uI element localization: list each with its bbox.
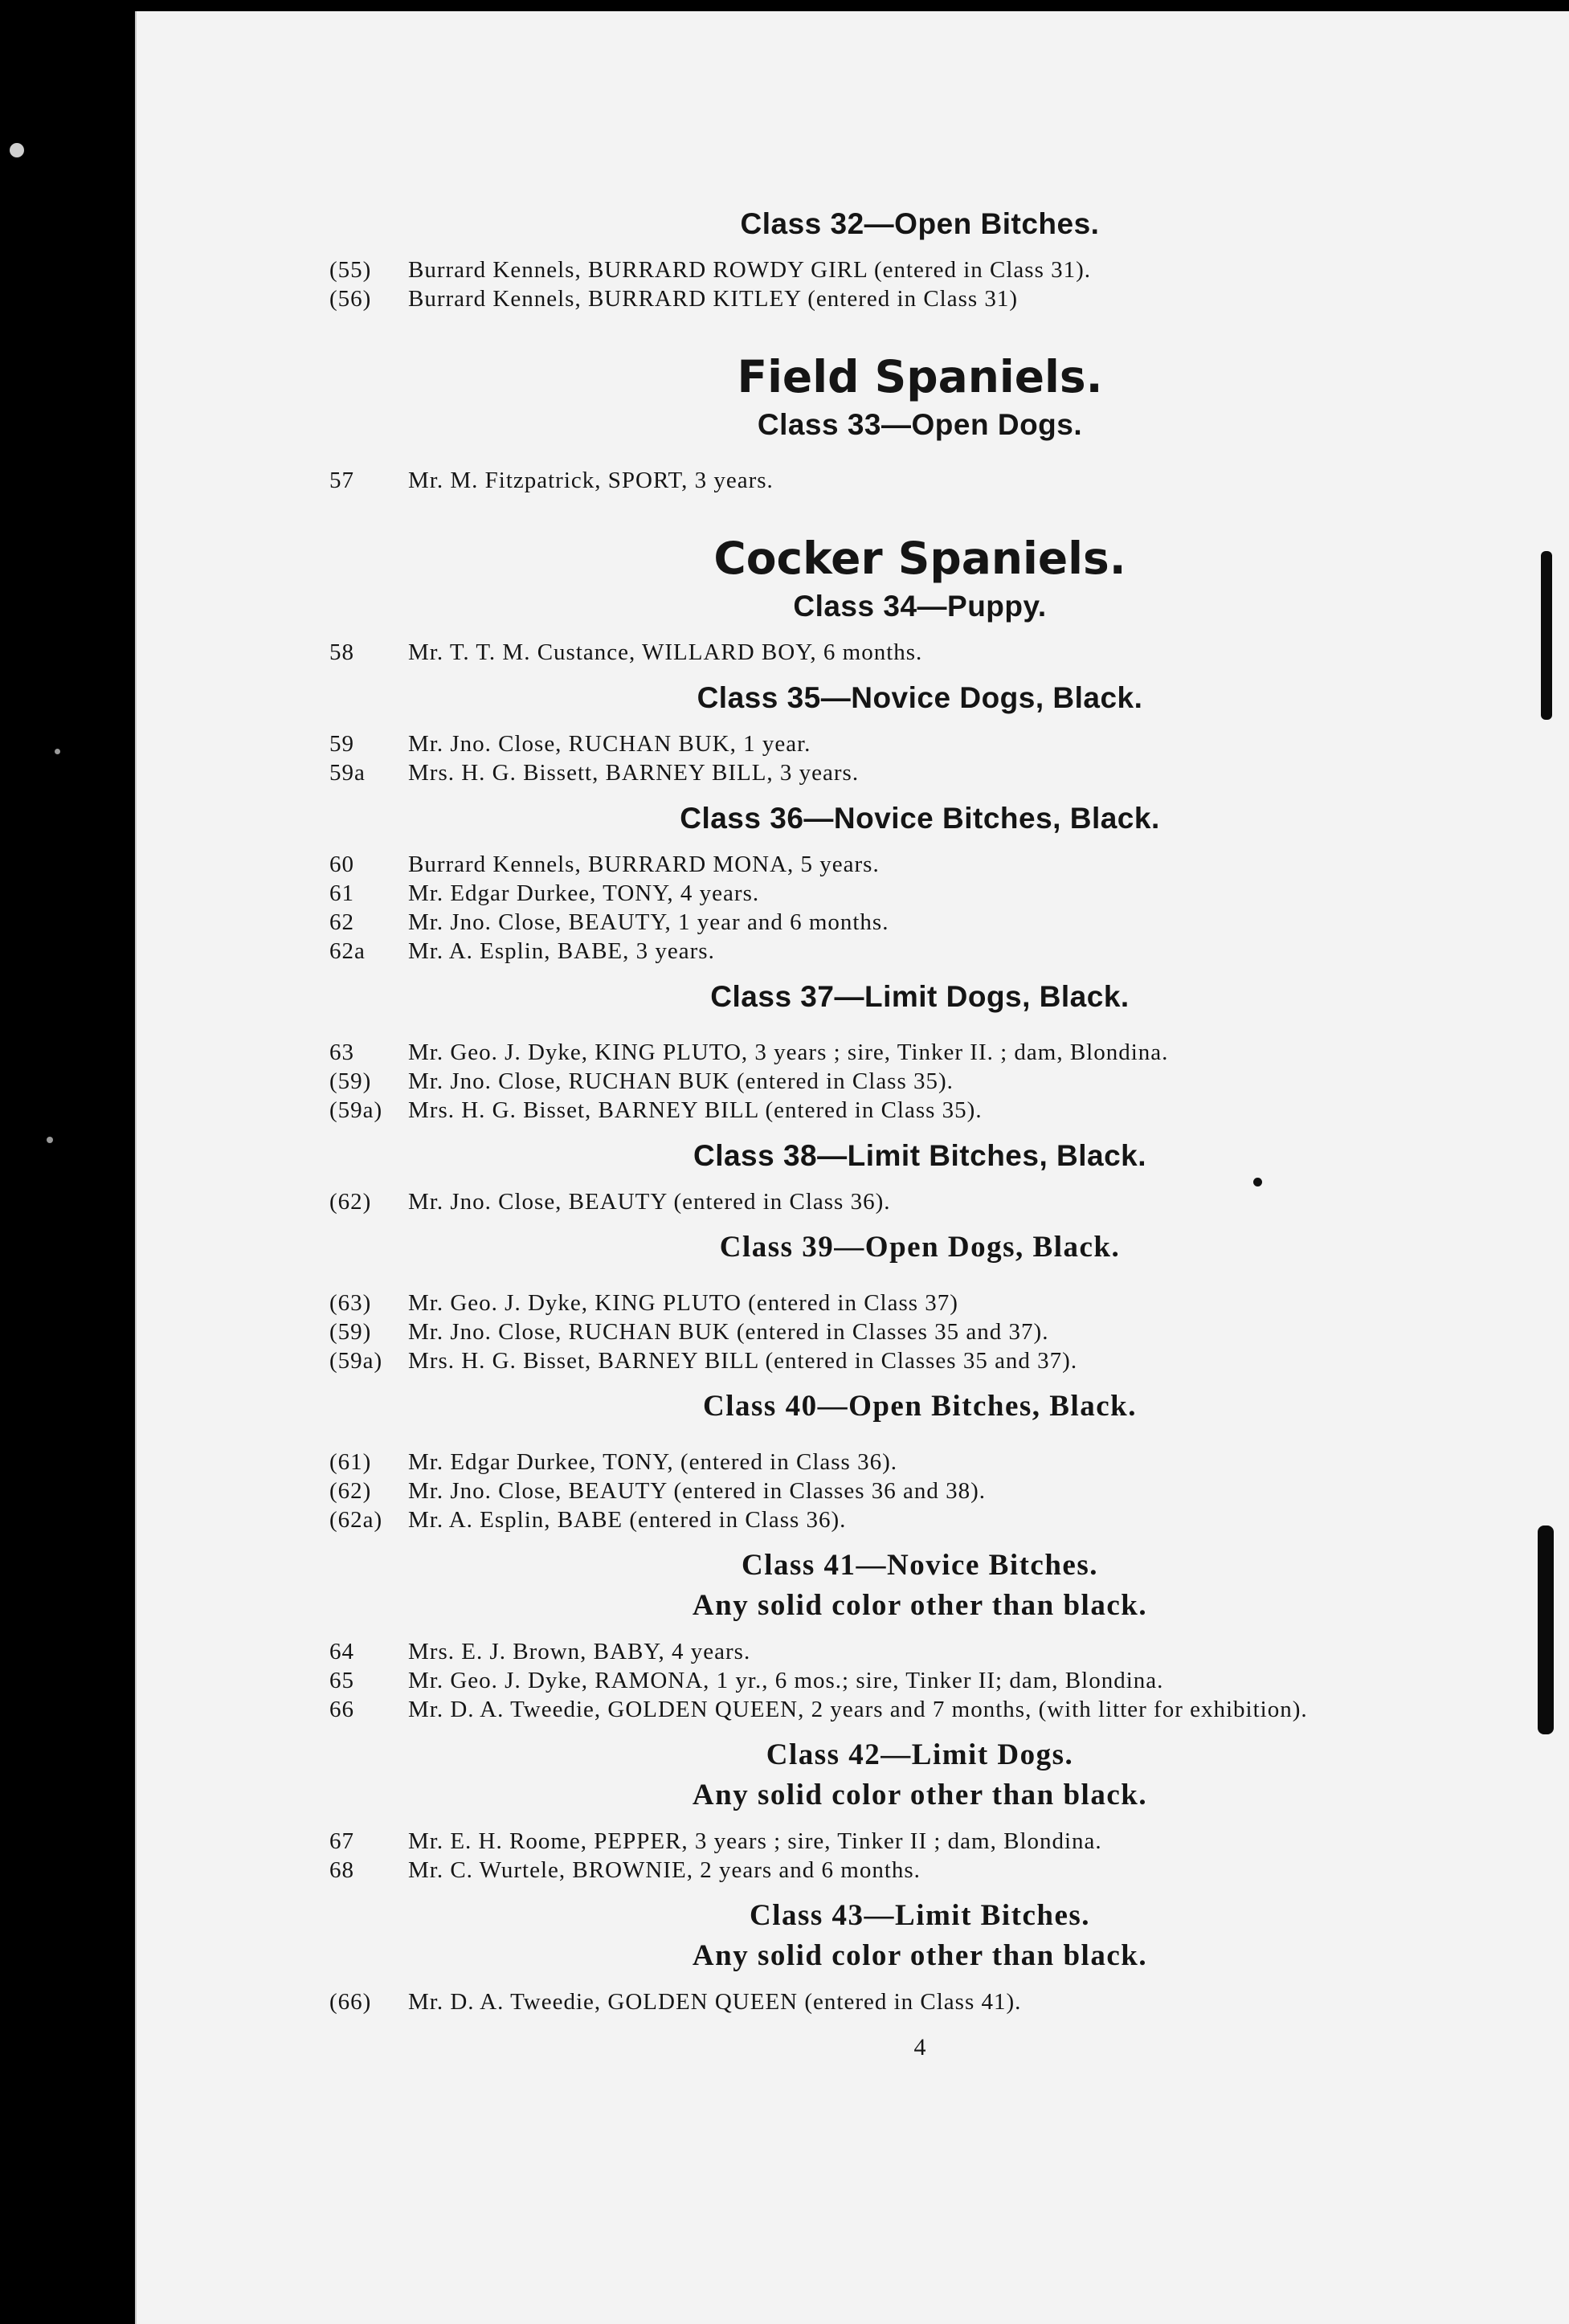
class-41-heading: Class 41—Novice Bitches. bbox=[742, 1549, 1098, 1582]
class-43-subheading: Any solid color other than black. bbox=[692, 1939, 1148, 1972]
entry-number: (61) bbox=[329, 1449, 372, 1475]
entry-text: Mr. Geo. J. Dyke, RAMONA, 1 yr., 6 mos.; sire, Tinker II; dam, Blondina. bbox=[408, 1668, 1164, 1693]
entry-62 bbox=[329, 908, 1510, 937]
entry-text: Mr. A. Esplin, BABE (entered in Class 36). bbox=[408, 1507, 847, 1533]
entry-number: 62a bbox=[329, 938, 366, 964]
class-42-subheading: Any solid color other than black. bbox=[692, 1779, 1148, 1811]
entry-57 bbox=[329, 466, 1510, 495]
entry-text: Mr. Jno. Close, BEAUTY (entered in Class 36). bbox=[408, 1189, 891, 1215]
page-number: 4 bbox=[913, 2034, 926, 2061]
entry-number: (63) bbox=[329, 1290, 372, 1316]
entry-text: Mr. T. T. M. Custance, WILLARD BOY, 6 months. bbox=[408, 639, 923, 665]
class-39-heading: Class 39—Open Dogs, Black. bbox=[719, 1231, 1121, 1264]
entry-text: Mr. Jno. Close, BEAUTY (entered in Classes 36 and 38). bbox=[408, 1478, 987, 1504]
entry-64 bbox=[329, 1637, 1510, 1666]
entry-55 bbox=[329, 255, 1510, 284]
class-43-heading: Class 43—Limit Bitches. bbox=[749, 1899, 1091, 1932]
entry-number: 68 bbox=[329, 1857, 354, 1883]
entry-text: Mr. Jno. Close, RUCHAN BUK (entered in Classes 35 and 37). bbox=[408, 1319, 1049, 1345]
entry-text: Mr. Jno. Close, RUCHAN BUK, 1 year. bbox=[408, 731, 811, 757]
breed-heading-cocker-spaniels: Cocker Spaniels. bbox=[713, 533, 1126, 584]
entry-68 bbox=[329, 1856, 1510, 1885]
entry-65 bbox=[329, 1666, 1510, 1695]
entry-number: 66 bbox=[329, 1697, 354, 1722]
entry-59 bbox=[329, 729, 1510, 758]
entry-text: Mr. A. Esplin, BABE, 3 years. bbox=[408, 938, 715, 964]
entry-number: (59) bbox=[329, 1319, 372, 1345]
entry-number: (55) bbox=[329, 257, 372, 283]
class-32-heading: Class 32—Open Bitches. bbox=[740, 207, 1100, 240]
entry-62-ref bbox=[329, 1187, 1510, 1216]
entry-number: 64 bbox=[329, 1639, 354, 1664]
entry-number: 59a bbox=[329, 760, 366, 786]
entry-number: (62) bbox=[329, 1189, 372, 1215]
entry-text: Mr. D. A. Tweedie, GOLDEN QUEEN, 2 years and 7 months, (with litter for exhibition). bbox=[408, 1697, 1308, 1722]
class-35-heading: Class 35—Novice Dogs, Black. bbox=[697, 681, 1143, 714]
entry-59a-ref-2 bbox=[329, 1346, 1510, 1375]
entry-63 bbox=[329, 1038, 1510, 1067]
breed-heading-field-spaniels: Field Spaniels. bbox=[737, 351, 1103, 402]
entry-text: Mr. Edgar Durkee, TONY, 4 years. bbox=[408, 880, 760, 906]
entry-number: 58 bbox=[329, 639, 354, 665]
ink-dot bbox=[1253, 1178, 1262, 1187]
entry-text: Mr. D. A. Tweedie, GOLDEN QUEEN (entered in Class 41). bbox=[408, 1989, 1022, 2015]
entry-number: 63 bbox=[329, 1039, 354, 1065]
entry-58 bbox=[329, 638, 1510, 667]
class-33-heading: Class 33—Open Dogs. bbox=[757, 408, 1083, 441]
class-38-heading: Class 38—Limit Bitches, Black. bbox=[693, 1139, 1147, 1172]
entry-text: Mr. C. Wurtele, BROWNIE, 2 years and 6 months. bbox=[408, 1857, 921, 1883]
entry-text: Burrard Kennels, BURRARD ROWDY GIRL (entered in Class 31). bbox=[408, 257, 1092, 283]
entry-number: 60 bbox=[329, 852, 354, 877]
entry-66-ref bbox=[329, 1987, 1510, 2016]
class-37-heading: Class 37—Limit Dogs, Black. bbox=[710, 980, 1130, 1013]
class-34-heading: Class 34—Puppy. bbox=[793, 590, 1047, 623]
scan-edge-mark bbox=[1538, 1526, 1554, 1734]
entry-62a-ref bbox=[329, 1505, 1510, 1534]
entry-61-ref bbox=[329, 1448, 1510, 1476]
scan-edge-mark bbox=[1541, 551, 1552, 720]
entry-number: 57 bbox=[329, 468, 354, 493]
entry-number: (56) bbox=[329, 286, 372, 312]
entry-59a bbox=[329, 758, 1510, 787]
entry-text: Mr. Jno. Close, BEAUTY, 1 year and 6 months. bbox=[408, 909, 889, 935]
entry-62a bbox=[329, 937, 1510, 966]
entry-59-ref-2 bbox=[329, 1317, 1510, 1346]
entry-text: Mr. Edgar Durkee, TONY, (entered in Class 36). bbox=[408, 1449, 897, 1475]
entry-56 bbox=[329, 284, 1510, 313]
entry-number: (62a) bbox=[329, 1507, 383, 1533]
entry-number: (59a) bbox=[329, 1348, 383, 1374]
entry-66 bbox=[329, 1695, 1510, 1724]
entry-number: 59 bbox=[329, 731, 354, 757]
entry-63-ref bbox=[329, 1289, 1510, 1317]
class-42-heading: Class 42—Limit Dogs. bbox=[766, 1738, 1074, 1771]
document-page bbox=[135, 11, 1569, 2324]
entry-number: 62 bbox=[329, 909, 354, 935]
page-content bbox=[329, 204, 1510, 2061]
class-40-heading: Class 40—Open Bitches, Black. bbox=[703, 1390, 1137, 1423]
entry-text: Mr. M. Fitzpatrick, SPORT, 3 years. bbox=[408, 468, 774, 493]
entry-60 bbox=[329, 850, 1510, 879]
entry-text: Mr. Jno. Close, RUCHAN BUK (entered in Class 35). bbox=[408, 1068, 954, 1094]
entry-number: (62) bbox=[329, 1478, 372, 1504]
entry-text: Mrs. E. J. Brown, BABY, 4 years. bbox=[408, 1639, 751, 1664]
entry-59-ref bbox=[329, 1067, 1510, 1096]
entry-number: (59) bbox=[329, 1068, 372, 1094]
entry-59a-ref bbox=[329, 1096, 1510, 1125]
entry-text: Mrs. H. G. Bisset, BARNEY BILL (entered in Class 35). bbox=[408, 1097, 983, 1123]
entry-number: 67 bbox=[329, 1828, 354, 1854]
entry-number: 65 bbox=[329, 1668, 354, 1693]
entry-number: 61 bbox=[329, 880, 354, 906]
entry-number: (59a) bbox=[329, 1097, 383, 1123]
scan-speck bbox=[10, 143, 24, 157]
entry-text: Mr. Geo. J. Dyke, KING PLUTO (entered in Class 37) bbox=[408, 1290, 958, 1316]
class-41-subheading: Any solid color other than black. bbox=[692, 1589, 1148, 1622]
entry-text: Mrs. H. G. Bisset, BARNEY BILL (entered in Classes 35 and 37). bbox=[408, 1348, 1078, 1374]
entry-text: Mr. Geo. J. Dyke, KING PLUTO, 3 years ; sire, Tinker II. ; dam, Blondina. bbox=[408, 1039, 1169, 1065]
entry-text: Mr. E. H. Roome, PEPPER, 3 years ; sire, Tinker II ; dam, Blondina. bbox=[408, 1828, 1102, 1854]
entry-text: Burrard Kennels, BURRARD MONA, 5 years. bbox=[408, 852, 880, 877]
entry-61 bbox=[329, 879, 1510, 908]
class-36-heading: Class 36—Novice Bitches, Black. bbox=[680, 802, 1160, 835]
entry-number: (66) bbox=[329, 1989, 372, 2015]
entry-text: Burrard Kennels, BURRARD KITLEY (entered in Class 31) bbox=[408, 286, 1019, 312]
scan-speck bbox=[55, 749, 60, 754]
entry-text: Mrs. H. G. Bissett, BARNEY BILL, 3 years. bbox=[408, 760, 860, 786]
entry-67 bbox=[329, 1827, 1510, 1856]
scan-speck bbox=[47, 1137, 53, 1143]
entry-62-ref-2 bbox=[329, 1476, 1510, 1505]
